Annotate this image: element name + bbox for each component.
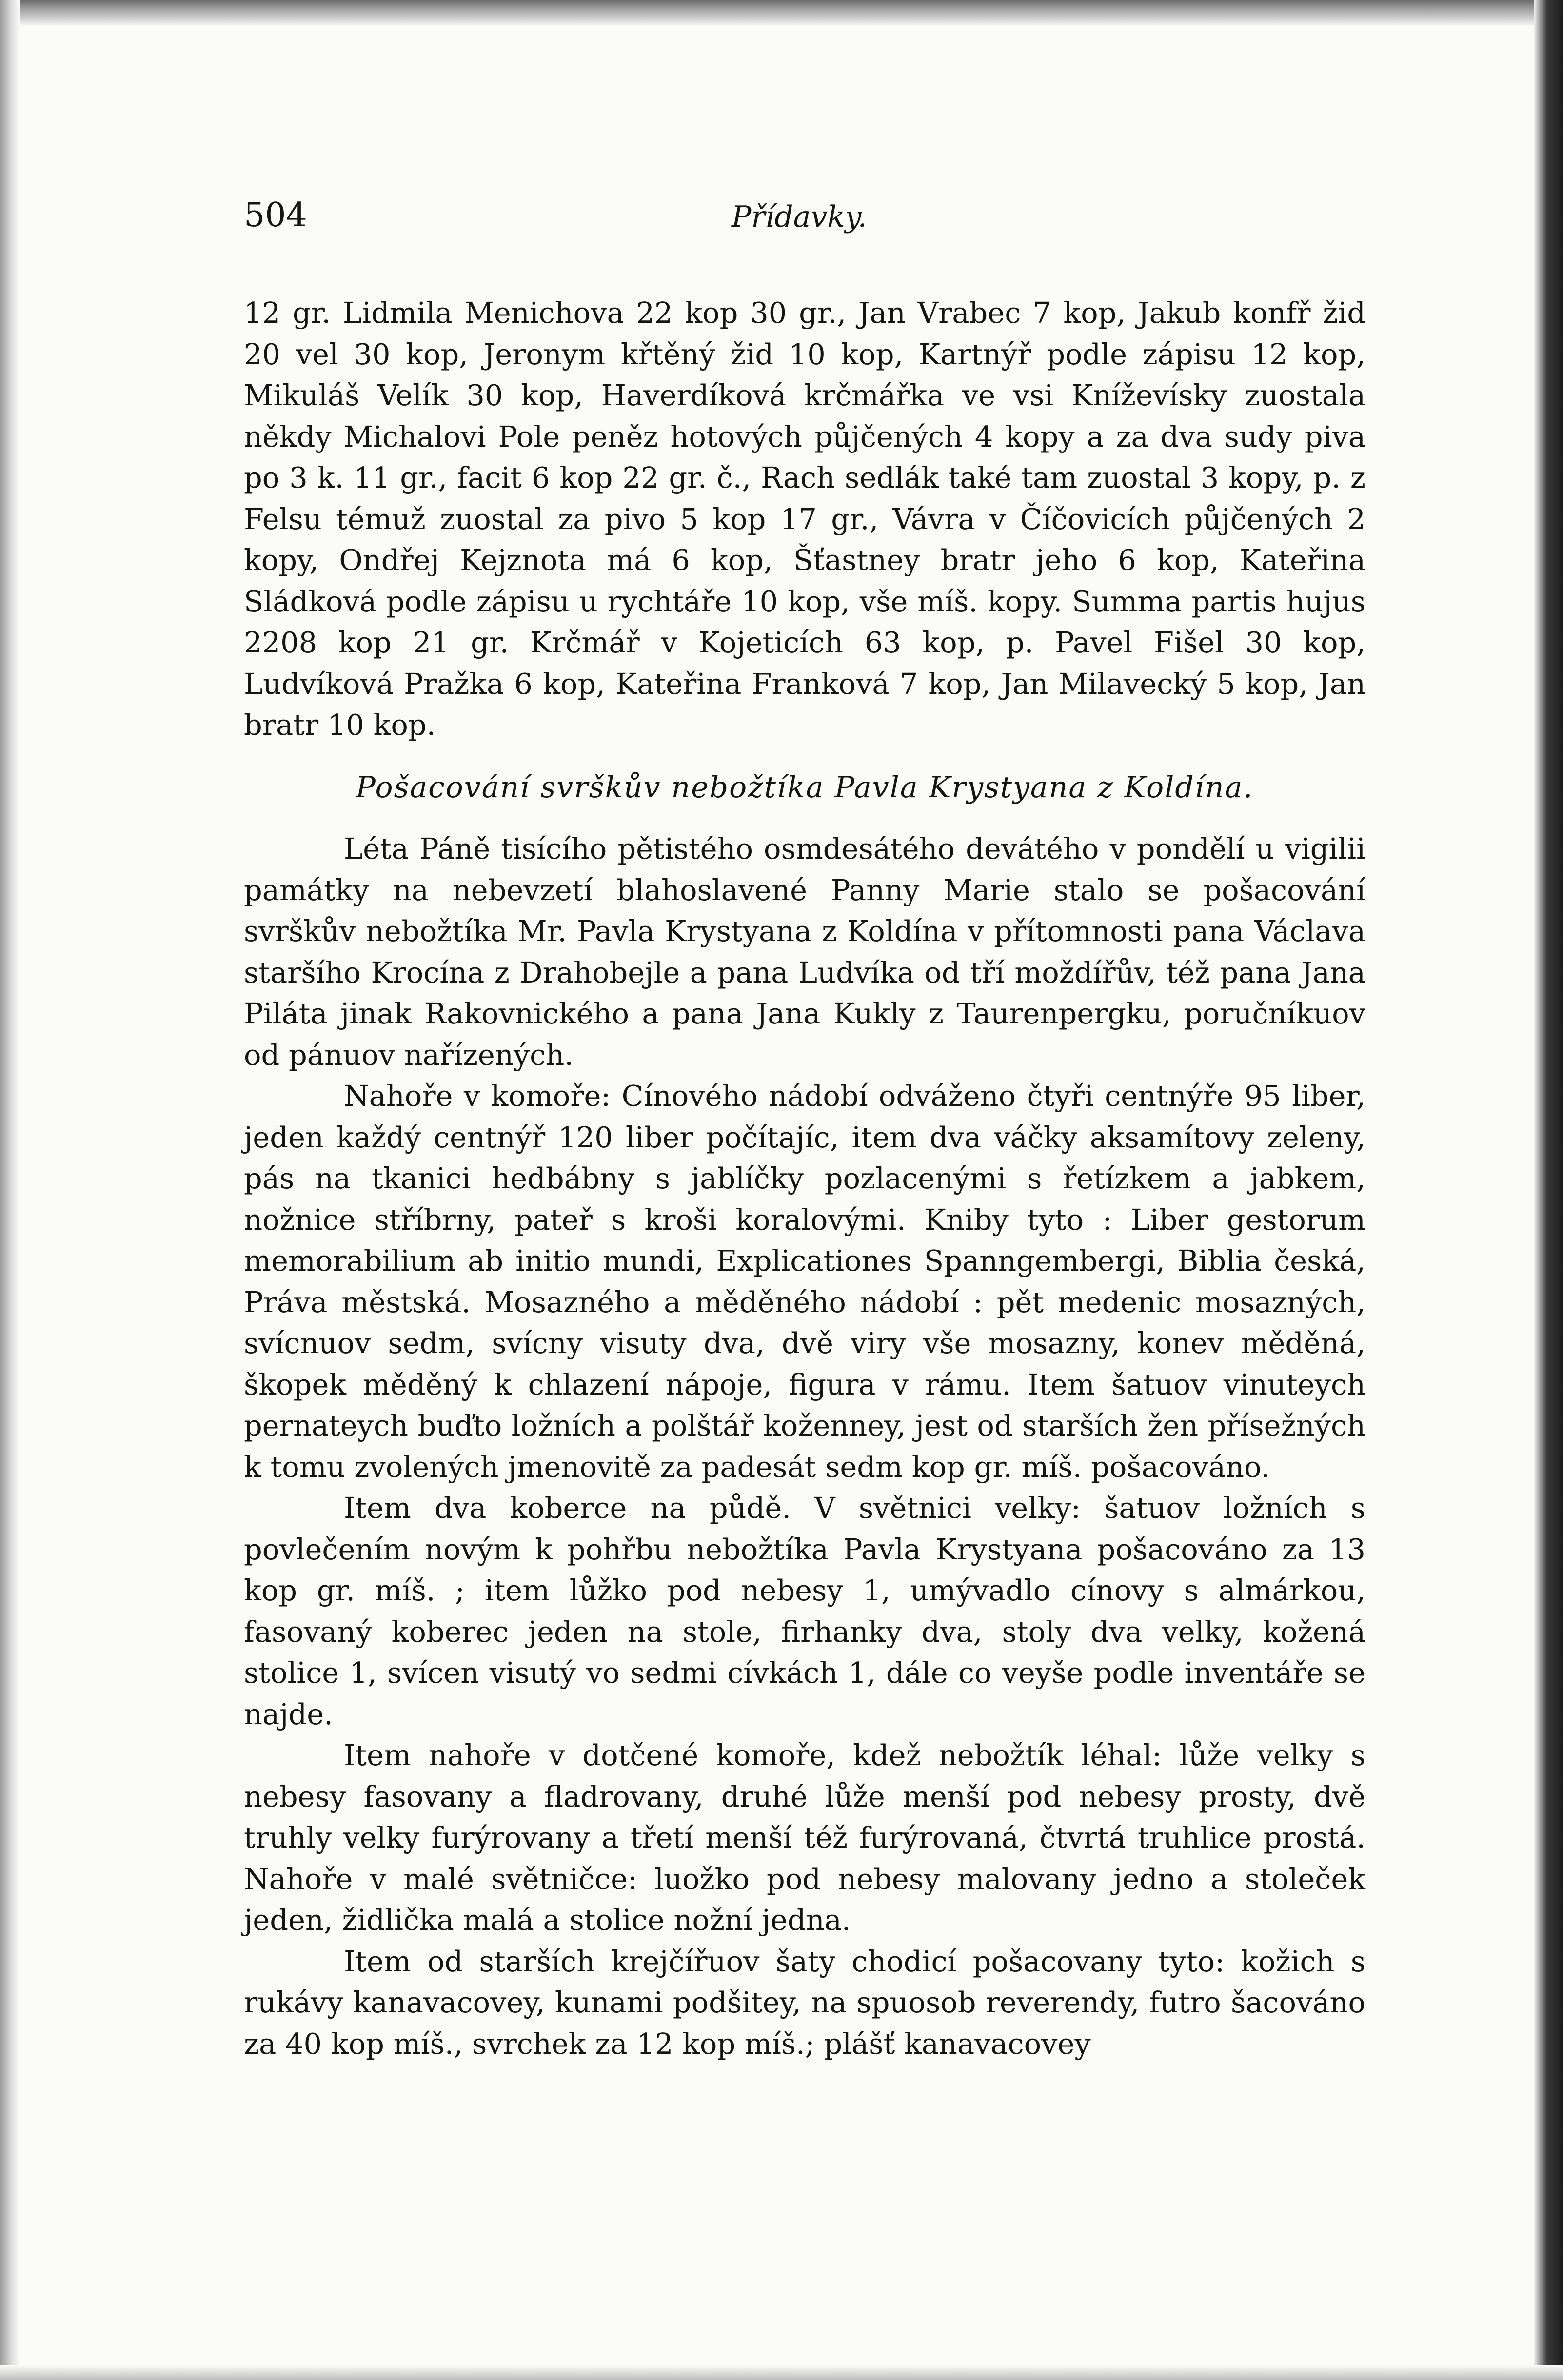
paragraph-3: Item dva koberce na půdě. V světnici velky: šatuov ložních s povlečením novým k pohřbu nebožtíka Pavla Krystyana pošacováno za 13 kop gr. míš. ; item lůžko pod nebesy 1, umývadlo cínovy s almárkou, fasovaný koberec jeden na stole, firhanky dva, stoly dva velky, kožená stolice 1, svícen visutý vo sedmi cívkách 1, dále co veyše podle inventáře se najde.: [244, 1491, 1365, 1731]
scan-edge-right: [1534, 0, 1563, 2380]
body-text: [244, 293, 1365, 2065]
page-number: 504: [244, 196, 307, 235]
scan-edge-left: [0, 0, 20, 2380]
opening-paragraph: 12 gr. Lidmila Menichova 22 kop 30 gr., Jan Vrabec 7 kop, Jakub konfř žid 20 vel 30 kop, Jeronym křtěný žid 10 kop, Kartnýř podle zápisu 12 kop, Mikuláš Velík 30 kop, Haverdíková krčmářka ve vsi Kníževísky zuostala někdy Michalovi Pole peněz hotových půjčených 4 kopy a za dva sudy piva po 3 k. 11 gr., facit 6 kop 22 gr. č., Rach sedlák také tam zuostal 3 kopy, p. z Felsu témuž zuostal za pivo 5 kop 17 gr., Vávra v Číčovicích půjčených 2 kopy, Ondřej Kejznota má 6 kop, Šťastney bratr jeho 6 kop, Kateřina Sládková podle zápisu u rychtáře 10 kop, vše míš. kopy. Summa partis hujus 2208 kop 21 gr. Krčmář v Kojeticích 63 kop, p. Pavel Fišel 30 kop, Ludvíková Pražka 6 kop, Kateřina Franková 7 kop, Jan Milavecký 5 kop, Jan bratr 10 kop.: [244, 296, 1365, 742]
paragraph-2: Nahoře v komoře: Cínového nádobí odváženo čtyři centnýře 95 liber, jeden každý centnýř 120 liber počítajíc, item dva váčky aksamítovy zeleny, pás na tkanici hedbábny s jablíčky pozlacenými s řetízkem a jabkem, nožnice stříbrny, pateř s kroši koralovými. Kniby tyto : Liber gestorum memorabilium ab initio mundi, Explicationes Spanngembergi, Biblia česká, Práva městská. Mosazného a měděného nádobí : pět medenic mosazných, svícnuov sedm, svícny visuty dva, dvě viry vše mosazny, konev měděná, škopek měděný k chlazení nápoje, figura v rámu. Item šatuov vinuteych pernateych buďto ložních a polštář koženney, jest od starších žen přísežných k tomu zvolených jmenovitě za padesát sedm kop gr. míš. pošacováno.: [244, 1079, 1365, 1484]
running-title: Přídavky.: [732, 200, 867, 234]
scan-edge-bottom: [0, 2365, 1563, 2380]
paragraph-5: Item od starších krejčířuov šaty chodicí pošacovany tyto: kožich s rukávy kanavacovey, kunami podšitey, na spuosob reverendy, futro šacováno za 40 kop míš., svrchek za 12 kop míš.; plášť kanavacovey: [244, 1944, 1365, 2061]
section-heading: Pošacování svrškův nebožtíka Pavla Krystyana z Koldína.: [356, 770, 1254, 805]
paragraph-1: Léta Páně tisícího pětistého osmdesátého devátého v pondělí u vigilii památky na nebevzetí blahoslavené Panny Marie stalo se pošacování svrškův nebožtíka Mr. Pavla Krystyana z Koldína v přítomnosti pana Václava staršího Krocína z Drahobejle a pana Ludvíka od tří moždířův, též pana Jana Piláta jinak Rakovnického a pana Jana Kukly z Taurenpergku, poručníkuov od pánuov nařízených.: [244, 832, 1365, 1072]
scan-edge-top: [0, 0, 1563, 25]
paragraph-4: Item nahoře v dotčené komoře, kdež nebožtík léhal: lůže velky s nebesy fasovany a fladrovany, druhé lůže menší pod nebesy prosty, dvě truhly velky furýrovany a třetí menší též furýrovaná, čtvrtá truhlice prostá. Nahoře v malé světničce: luožko pod nebesy malovany jedno a stoleček jeden, židlička malá a stolice nožní jedna.: [244, 1738, 1365, 1937]
